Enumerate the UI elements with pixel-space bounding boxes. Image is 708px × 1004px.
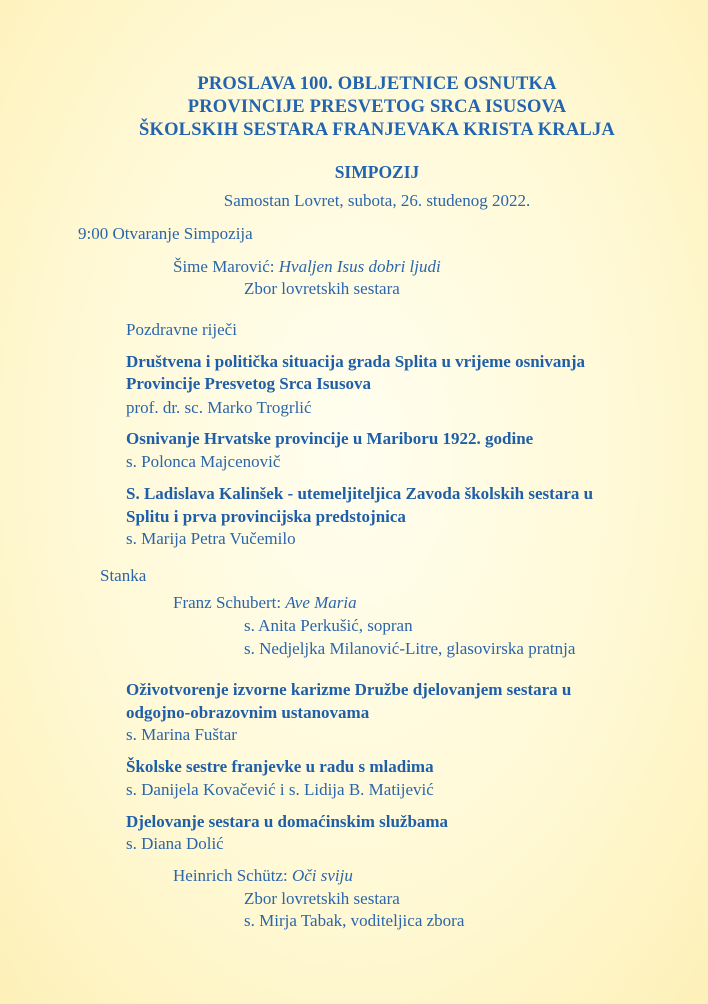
lecture-4-title-line-1: Oživotvorenje izvorne karizme Družbe djelovanjem sestara u — [126, 680, 572, 699]
lecture-3-title-line-2: Splitu i prva provincijska predstojnica — [126, 507, 406, 526]
performer: Zbor lovretskih sestara — [244, 889, 400, 908]
composer: Heinrich Schütz: — [173, 866, 292, 885]
performer: s. Mirja Tabak, voditeljica zbora — [244, 911, 465, 930]
piece-title: Oči sviju — [291, 866, 353, 885]
lecture-1-speaker: prof. dr. sc. Marko Trogrlić — [126, 398, 312, 417]
performer: s. Anita Perkušić, sopran — [244, 616, 413, 635]
heading-line-2: PROVINCIJE PRESVETOG SRCA ISUSOVA — [187, 97, 567, 117]
heading-line-1: PROSLAVA 100. OBLJETNICE OSNUTKA — [197, 74, 557, 94]
piece-title: Ave Maria — [285, 593, 357, 612]
lecture-6-title: Djelovanje sestara u domaćinskim službama — [126, 812, 449, 831]
heading-line-3: ŠKOLSKIH SESTARA FRANJEVAKA KRISTA KRALJA — [139, 120, 615, 140]
music-item-3 — [173, 866, 353, 886]
greeting-label: Pozdravne riječi — [126, 320, 237, 339]
break-label: Stanka — [100, 566, 147, 585]
lecture-2-title: Osnivanje Hrvatske provincije u Mariboru 1922. godine — [126, 429, 534, 448]
place-date: Samostan Lovret, subota, 26. studenog 2022. — [223, 191, 531, 210]
lecture-6-speaker: s. Diana Dolić — [126, 834, 224, 853]
lecture-4-speaker: s. Marina Fuštar — [126, 725, 237, 744]
music-item-1 — [173, 257, 441, 277]
composer: Franz Schubert: — [173, 593, 286, 612]
composer: Šime Marović: — [173, 257, 279, 276]
performer: Zbor lovretskih sestara — [244, 279, 400, 298]
lecture-1-title-line-2: Provincije Presvetog Srca Isusova — [126, 374, 372, 393]
lecture-4-title-line-2: odgojno-obrazovnim ustanovama — [126, 703, 370, 722]
lecture-5-title: Školske sestre franjevke u radu s mladima — [126, 757, 434, 776]
symposium-title: SIMPOZIJ — [334, 162, 420, 182]
music-item-2 — [173, 593, 357, 613]
opening-label: 9:00 Otvaranje Simpozija — [78, 224, 253, 243]
piece-title: Hvaljen Isus dobri ljudi — [278, 257, 441, 276]
lecture-3-title-line-1: S. Ladislava Kalinšek - utemeljiteljica Zavoda školskih sestara u — [126, 484, 594, 503]
lecture-3-speaker: s. Marija Petra Vučemilo — [126, 529, 296, 548]
lecture-1-title-line-1: Društvena i politička situacija grada Splita u vrijeme osnivanja — [126, 352, 586, 371]
performer: s. Nedjeljka Milanović-Litre, glasovirska pratnja — [244, 639, 576, 658]
lecture-2-speaker: s. Polonca Majcenovič — [126, 452, 281, 471]
lecture-5-speaker: s. Danijela Kovačević i s. Lidija B. Matijević — [126, 780, 434, 799]
